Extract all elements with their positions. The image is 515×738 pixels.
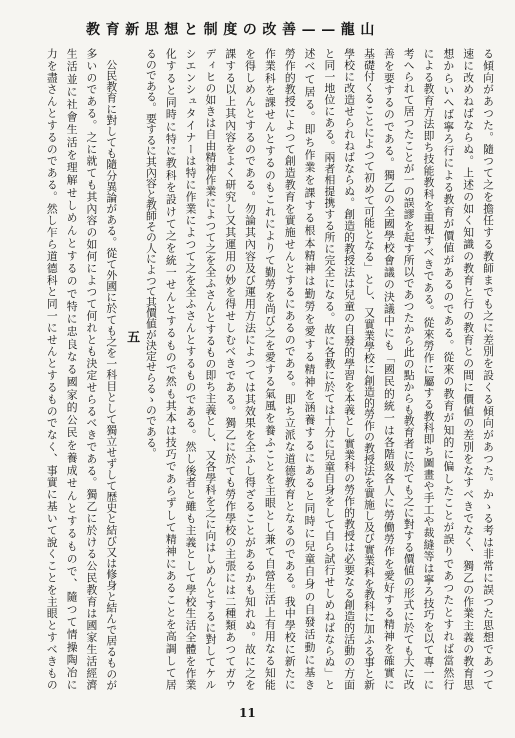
page-number: 11 <box>239 706 256 720</box>
text-column: 力を盡さんとするのである。然し乍ら道德科と同一にせんとするものでなく、事實に基いて說くことを主眼とすべきもの <box>45 48 59 690</box>
text-column: 多いのである。之に就ても其內容の如何によつて何れとも決定せらるべきである。獨乙に於ける公民教育は國家生活經濟 <box>85 48 99 690</box>
text-body <box>42 48 498 690</box>
text-column: ディヒの如きは自由精神作業によつて之を全ふさんとするもの即ち主義とし、又各學科を之に向はしめんとするに對してケル <box>204 48 218 690</box>
section-heading: 五 <box>124 330 140 343</box>
text-column: 學校に改造せられねばならぬ。創造的教授法は兒童の自發的學習を本義とし實業科の勞作的教授は必要なる創造的活動の方面 <box>343 48 357 690</box>
text-column: 考へられて居つたことが一の誤謬を起す所以であつたから此の點からも教育者に於ても之に對する價値の形式に於ても大に改 <box>402 48 416 690</box>
text-column: 善を要するのである。獨乙の全國學校會議の決議中にも「國民的統一は各階級各人に勞働勞作を愛好する精神を確實に <box>382 48 396 690</box>
text-column: 課する以上其內容をよく研究し又其運用の妙を得せしむべきである。獨乙に於ても勞作學校の主張には二種類あつてガウ <box>224 48 238 690</box>
text-column: 作業科を課せんとするのもこれによりて勤勞を尚び之を愛する氣風を養ふことを主眼とし兼て自營生活上有用なる知能 <box>263 48 277 690</box>
text-column: る傾向があつた。隨つて之を擔任する教師までも之に差別を設くる傾向があつた。かゝる考は非常に誤つた思想であつて <box>482 48 495 690</box>
text-column: と同一地位にある。兩者相提携する所に完全になる。故に各教に於ては十分に兒童自身をして自ら試行せしめねばならぬ」と <box>323 48 337 690</box>
text-column-paragraph-start: 公民教育に對しても隨分異論がある。從て外國に於ても之を一科目として獨立せずして歴史と結び又は修身と結んで居るものが <box>105 58 119 690</box>
text-column: 想からいへば寧ろ行による教育が價値があるのである。從來の教育が知的に偏したことが誤りであつたとすれば當然行 <box>442 48 456 690</box>
running-header: 教育新思想と制度の改善——龍山 <box>86 22 380 38</box>
text-column: 化すると同時に特に教科を設けて之を統一せんとするもので然も其本は技巧であらずして精神にあることを高調して居 <box>164 48 178 690</box>
text-column: 速に改めねばならぬ。上述の如く知識の教育と行の教育との間に價値の差別をなすべきでなく、獨乙の作業主義の教育思 <box>462 48 476 690</box>
text-column-paragraph-end: るのである。要するに其內容と教師その人によつて其價値が決定せらるゝのである。 <box>144 48 158 459</box>
text-column: による教育方法即ち技能教科を重視すべきである。從來勞作に屬する教科即ち圖畫や手工や裁縫等は寧ろ技巧を以て專一に <box>422 48 436 690</box>
text-column: 述べて居る。即ち作業を課する根本精神は勤勞を愛する精神を涵養するにあると同時に兒童自身の自發活動に基き <box>303 48 317 690</box>
text-column: 基礎付くることによつて初めて可能となる」とし、又實業學校に創造的勞作の教授法を實施し及び實業科を教科に加ふる事と新 <box>363 48 377 690</box>
text-column: を得しめんとするのである。勿論其內容及び運用方法によつては其效果を全ふし得ざることがあるかも知れぬ。故に之を <box>244 48 258 690</box>
text-column: シエンシュタイナーは特に作業によつて之を全ふさんとするものである。然し後者と雖も主義として學校生活全體を作業 <box>184 48 198 690</box>
text-column: 生活並に社會生活を理解せしめんとするので特に忠良なる國家的公民を養成せんとするもので、隨つて情操陶冶に <box>65 48 79 690</box>
text-column: 勞作的教授によつて創造教育を實施せんとするにあるのである。即ち立派な道德教育となるのである。我中學校に新たに <box>283 48 297 690</box>
